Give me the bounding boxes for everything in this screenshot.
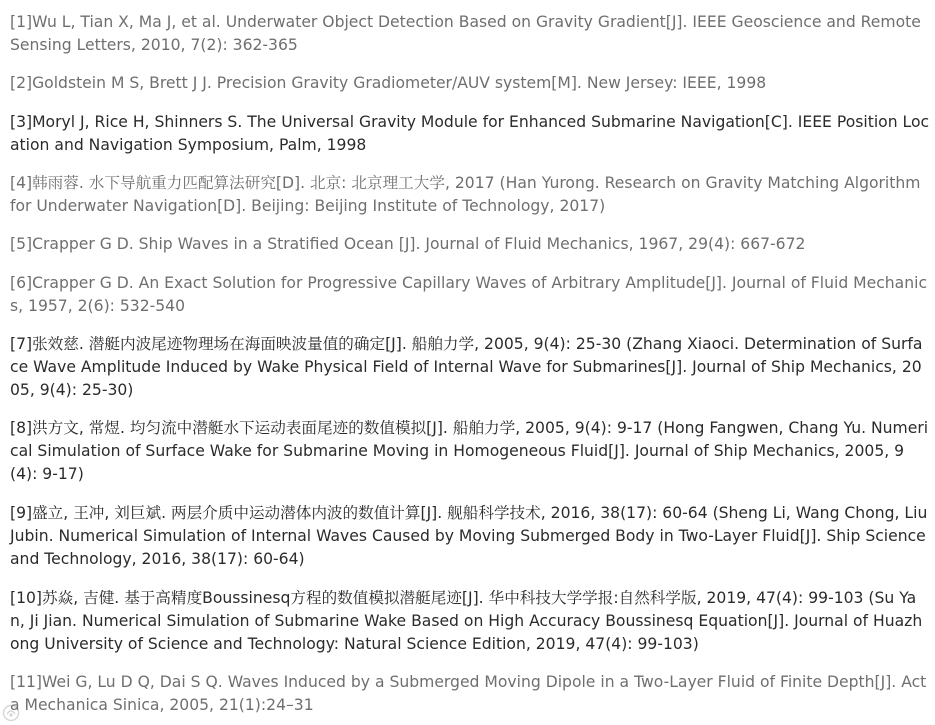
- reference-item-8: [8]洪方文, 常煜. 均匀流中潜艇水下运动表面尾迹的数值模拟[J]. 船舶力学, 2005, 9(4): 9-17 (Hong Fangwen, Chang Yu. Numerical Simulation of Surface Wake for Submarine Moving in Homogeneous Fluid[J]. Journal of Ship Mechanics, 2005, 9(4): 9-17): [10, 419, 929, 483]
- reference-item-7: [7]张效慈. 潜艇内波尾迹物理场在海面映波量值的确定[J]. 船舶力学, 2005, 9(4): 25-30 (Zhang Xiaoci. Determination of Surface Wave Amplitude Induced by Wake Physical Field of Internal Wave for Submarines[J]. Journal of Ship Mechanics, 2005, 9(4): 25-30): [10, 335, 923, 399]
- reference-item-6: [6]Crapper G D. An Exact Solution for Progressive Capillary Waves of Arbitrary Amplitude[J]. Journal of Fluid Mechanics, 1957, 2(6): 532-540: [10, 274, 928, 315]
- reference-item-10: [10]苏焱, 吉健. 基于高精度Boussinesq方程的数值模拟潜艇尾迹[J]. 华中科技大学学报:自然科学版, 2019, 47(4): 99-103 (Su Yan, Ji Jian. Numerical Simulation of Submarine Wake Based on High Accuracy Boussinesq Equation[J]. Journal of Huazhong University of Science and Technology: Natural Science Edition, 2019, 47(4): 99-103): [10, 589, 923, 653]
- reference-item-9: [9]盛立, 王冲, 刘巨斌. 两层介质中运动潜体内波的数值计算[J]. 舰船科学技术, 2016, 38(17): 60-64 (Sheng Li, Wang Chong, Liu Jubin. Numerical Simulation of Internal Waves Caused by Moving Submerged Body in Two-Layer Fluid[J]. Ship Science and Technology, 2016, 38(17): 60-64): [10, 504, 928, 568]
- reference-item-4: [4]韩雨蓉. 水下导航重力匹配算法研究[D]. 北京: 北京理工大学, 2017 (Han Yurong. Research on Gravity Matching Algorithm for Underwater Navigation[D]. Beijing: Beijing Institute of Technology, 2017): [10, 174, 921, 215]
- reference-item-5: [5]Crapper G D. Ship Waves in a Stratified Ocean [J]. Journal of Fluid Mechanics, 1967, 29(4): 667-672: [10, 235, 806, 253]
- watermark: [2, 703, 20, 723]
- reference-item-11: [11]Wei G, Lu D Q, Dai S Q. Waves Induced by a Submerged Moving Dipole in a Two-Layer Fluid of Finite Depth[J]. Acta Mechanica Sinica, 2005, 21(1):24–31: [10, 673, 927, 714]
- reference-item-2: [2]Goldstein M S, Brett J J. Precision Gravity Gradiometer/AUV system[M]. New Jersey: IEEE, 1998: [10, 74, 767, 92]
- watermark-logo-icon: [2, 704, 20, 722]
- reference-item-3: [3]Moryl J, Rice H, Shinners S. The Universal Gravity Module for Enhanced Submarine Navigation[C]. IEEE Position Location and Navigation Symposium, Palm, 1998: [10, 113, 930, 154]
- reference-item-1: [1]Wu L, Tian X, Ma J, et al. Underwater Object Detection Based on Gravity Gradient[J]. IEEE Geoscience and Remote Sensing Letters, 2010, 7(2): 362-365: [10, 13, 921, 54]
